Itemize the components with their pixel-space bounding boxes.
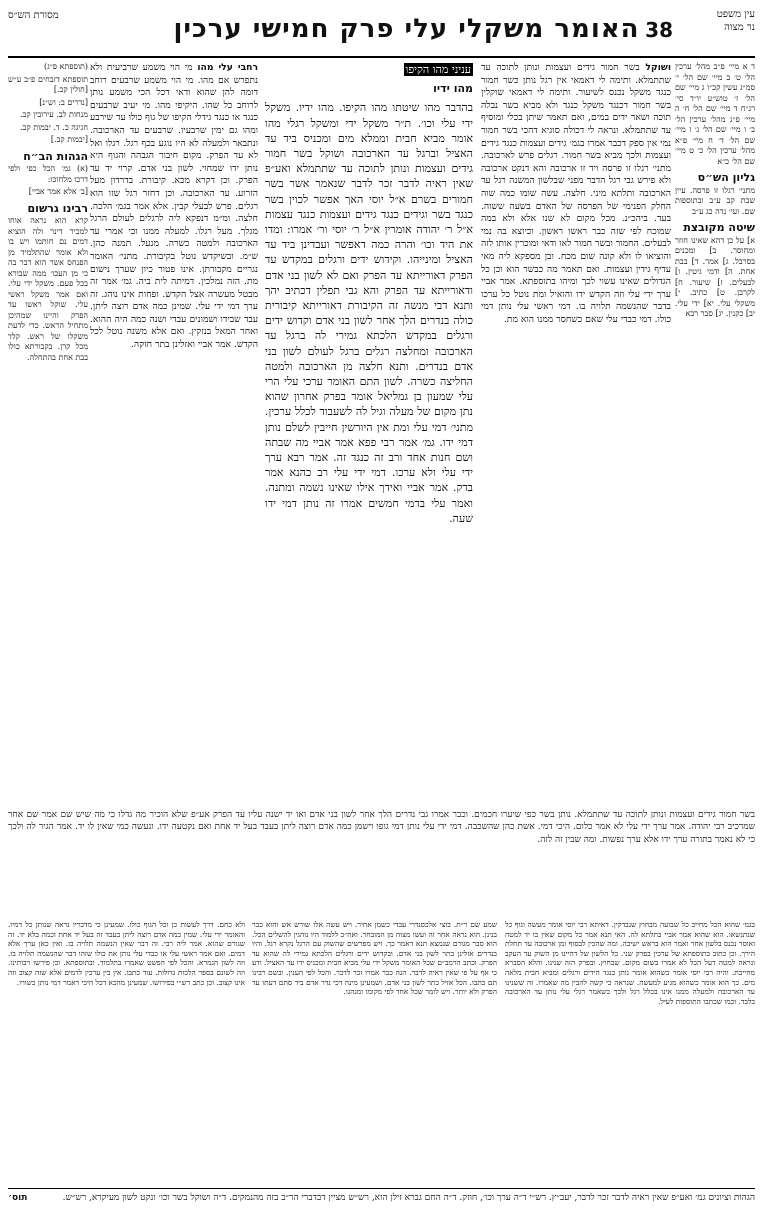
lower-wide-text xyxy=(8,800,755,900)
gemara-text: בהדבר מהו שיטתו מהו הקיפו. מהו ידיו. משקל ידי עלי וכו׳. ת״ר משקל ידי ומשקל רגלי מהו אומר מביא חבית וממלא מים ומכניס ביד עד האציל וברגל עד הארכובה ושוקל בשר חמור גידים ועצמות ונותן לתוכה עד שתתמלא ואע״פ שאין ראיה לדבר זכר לדבר שנאמר אשר בשר חמורים בשרם א״ל יוסי האך אפשר לכוין בשר כנגד בשר וגידים כנגד גידים ועצמות כנגד עצמות א״ל ר׳ יהודה אומרין א״ל ר׳ יוסי ור׳ אמרו: ומדו את היד וכו׳ והרה כמה דאפשר ועבדינן ביד עד האציל ומינייהו. וקידוש ידים ורגלים במקדש עד הפרק דאורייתא עד הפרק ואם לא לשון בני אדם ודאורייתא עד הפרק והא גבי תפלין דכתיב יהך ותנא דבי מנשה זה הקיבורת דאורייתא קיבורית כולה בנדרים הלך אחר לשון בני אדם וקדוש ידים ורגלים במקדש הלכתא גמירי לה ברגל עד הארכובה ומחלצה רגלים ברגל לעולם לשון בני אדם בנדרים. ותנא חלצה מן הארכובה ולמטה החליצה כשרה. לשון התם האומר ערכי עלי הרי עלי שמעון בן גמליאל אומר בפרק אחרון שהוא נתן מקום של מעלה וגיל לה לשעבוד לכלל ערכין. מתני׳ דמי עלי ומת אין היורשין חייבין לשלם נותן דמי ידו. גמ׳ אמר רבי פפא אמר אביי מה שבתה ושם חנות אחד ורב זה כנגד זה. אמר רבא ערך ידי עלי ולא ערכו. דמי ידי עלי רב כהנא אמר בדק. אמר אביי ואידך אילו שאינו נשמה ומתנה. ואמר עלי בדמי חמשים אמרו זה נותן דמי ידו שעה. xyxy=(265,101,473,525)
masoret-ref-3: [נדרים ב: וש״נ] xyxy=(39,97,88,107)
footer-text: הגהות וציונים גמ׳ ואע״פ שאין ראיה לדבר זכר לדבר, יעב״ץ. רש״י ד״ה ערך וכו׳, חוזק. ד״ה החם גברא זילן הוא, רש״ש מציין דבדברי הר״ב בזה מהנמקים. ד״ה ושוקל בשר וכו׳ ונקט לשון מעיקרא, רש״ש. xyxy=(62,1193,755,1203)
bottom-col-middle: שמע שם ר״ת. בוצי אלכסנדרי עבדי כשמן אחיר. ויש עשה אלו שורש אש והוא כבר בנינן. הוא נראה אחר זה ועשו מצוה מן המובחר. ואח״כ ללמוד היו נוהגין להשלים הכל. הוא סבר מגורם שנמצא תנא דאמר כך. ויש מפרשים שהשוק עם הרגל נקרא רגל. והיו בנדרים אזלינן בתר לשון בני אדם. ובקדוש ידים ורגלים הלכתא גמירי לה שהוא עד הפרק. וכתב הרמב״ם שכל האומר משקל ידי עלי מביא חבית ומכניס ידו עד האציל. ודע כי אף על פי שאין ראיה לדבר. הנה כבר אמרו זכר לדבר. והכל לפי הענין. ובשם רבינו תם כתבו. הכל אזיל בתר לשון בני אדם. ושמעינן מינה דכי נדר אדם ביד סתם דעתו עד הפרק ולא יותר. ויש לומר שכל אחד לפי מקומו ומנהגו. xyxy=(252,920,497,997)
gemara-label: מהו ידיו xyxy=(433,82,473,96)
masoret-ref-1: (תוספתא פ״ג) xyxy=(43,62,88,71)
hagahot-habach-note: [ב׳ אלא אמר אביי] xyxy=(28,187,88,196)
masoret-ref-4: מנחות לב. עירובין קב. xyxy=(19,110,88,119)
page-footer xyxy=(8,1192,755,1204)
bottom-commentary xyxy=(8,920,755,1182)
masoret-ref-2: תוספתא דזבחים פ״ב ע״ש [חולין קכ.] xyxy=(8,74,88,94)
footer-rule xyxy=(8,1188,755,1189)
gemara-highlight: עניני מהו הקיפו xyxy=(405,63,471,76)
rashi-text: בשר חמור גידים ועצמות ונותן לתוכה עד שתתמלא. ותימה לי דאמאי אין רגל נותן כשר חמור כנגד משקל נכנס לשיעור. ותימה לי דאמאי שוקלין בשר חמור דכנגד משקל כנגד ולא מביא בשר נבלה תוכה ושאר ידים במים, ואם תאמר שיתן בכלי ומוסיף עד שתתמלא. ונראה לי דכולה סוגיא דהכי בשר חמור נמי אין ספק דכבר אמרו בגמ׳ גידים ועצמות כנגד גידים ועצמות ולכך מביא בשר חמור. רגלים פרש לארכובה. מתני׳ רגלו זו פרסה ויד זו ארכובה והא דנקט ארכובה ולא פירש גבי רגל הדבר מפני שבלשון המשנה רגל עד הארכובה ותלתא מיני. חלצה. עשה שומו כמה שוה החלק הפנימי של הפרסה של האדם בשעה ששוה. בעד. ביהכ״נ. מכל מקום לא שנו אלא ולא במה שמוכח לפי שזה כבר ראשו ראשון. וכיוצא בה נמי לבעלים. החמור ובשר חמור לאו ודאי ומוכרין אותו לזה והוציאו לו ולא קונה שום מכח. ובן מספקא ליה מאי עדיף גידין ועצמות. ואם תאמר מה כבשר הוא וכן כל הגדולים שאינו עשוי לכך ומיהו בתוספתא. אמר אביי ערך ידי עלי וזה הקדש ידו והואיל ומת נוטל כל ערכו בדבר שהנשמה תלויה בו. דמי ראשי עלי נותן דמי כולו. דמי כבדי עלי שאם כשחסר ממנו הוא מת. xyxy=(481,62,671,325)
rashi-lead-word: ושוקל xyxy=(645,62,671,73)
bottom-col-right: בגמ׳ שהוא הכל מחייב כל שבועה מבחוץ שנבדקין. דאיתא רבי יוסי אומר מעשה וגוף כל שנתנשאו. הוא שהוא אמר אביי בתלתא לה. האי תנא אמר כל מקום שאין בו יד למטה ואוסר נכנס בלשון אחר ואמר הוא בראש ישיבה. ומה שהכין לבסוף ומן ארכובה עד תחלת הירך. וכן כתוב בתוספתא של ערכין בפרק שני. כל הלשון של דהיינו מן השוק עד העקב ונראה למטה דעל הכל לא אמרו בשום מקום. שבחוץ. ובפרק הזה שנינו. והלא הסברא מחייבת. והיה רבי יוסי אומר כשהוא אומר נותן כנגד הידים ורגלים ומביא חבית מלאה מים. כך הוא אומר כשהוא מגיע למעשה. שנראה כי קשה להבין מה שאמרו. זה ששנינו עד הארכובה ולמעלה ממנו אינו בכלל רגל ולכך כשאמר רגלי עלי נותן עד הארכובה בלבד. וכמו שכתבו התוספות לעיל. xyxy=(505,920,755,1006)
gilyon-hashas-heading: גליון הש״ס xyxy=(697,171,755,184)
bottom-col-left: ולא כחם. דרך לעשות כן וכל הגוף כולו. שמעינן כי מדבריו נראה שנותן כל דמיו. והאומר ידי עלי. שמין כמה אדם רוצה ליתן בעבד זה בעל יד אחת וכמה בלא יד. זה שגורם שהוא. אמר ליה רבי. זה דבר שאין הנשמה תלויה בו. ואין כאן ערך אלא דמים. ואם אמר ראשי עלי או כבדי עלי נותן את כולו שזהו דבר שהנשמה תלויה בו. וזה לשון הגמרא. והכל לפי הפשט שאמרו בתלמוד. ובתוספתא. וכן פירשו רבותינו. וזה לשונם בספר הלכות גדולות. עוד כתבו. אין בין ערכין לדמים אלא שזה קצוב וזה אינו קצוב. וכן כתב רש״י בפירושו. שמעינן מהכא דכל היכי דאמר דמי נותן כשוויו. xyxy=(8,920,245,987)
footer-tag: תוס׳ xyxy=(8,1193,28,1203)
lower-text: בשר חמור גידים ועצמות ונותן לתוכה עד שתתמלא. נותן בשר כפי שיערו חכמים. וכבר אמרו גבי נדרים הלך אחר לשון בני אדם ואו יד ישנה עליו עד הפרק אע״פ שלא הוכיר מה גדלו כי מה שיש שם אמר שם אחר שמרכיב רבי יהודה. אמר ערך ידי עלי לא אמר כלום. היכי דמי. אשת כהן שהשכבה. דמי ידי עלי נותן דמי גופו וישמן כמה אדם רוצה ליתן בעבד בעל יד אחת ואם נקטעה ידו. ונעשה כמי שאין לו יד. אמר הגיר לה ולכך כי לא נאמר בתורה ערך ידו אלא ערך נפשות. ומה שבין זה לזה. xyxy=(8,810,755,845)
masoret-hashas-label: מסורת הש״ס xyxy=(8,10,59,21)
page-number: 38 xyxy=(645,18,673,42)
header-rule xyxy=(8,56,755,58)
page-header xyxy=(8,8,755,52)
masoret-ref-5: חגיגה כ. ד. יבמות קב. xyxy=(19,122,88,132)
hagahot-habach-heading: הגהות הב״ח xyxy=(23,149,88,163)
margin-left-column xyxy=(8,62,88,842)
page-title: האומר משקלי עלי פרק חמישי ערכין xyxy=(173,14,640,44)
masoret-ref-6: [יבמות קב.] xyxy=(50,135,88,144)
header-right-labels xyxy=(685,8,755,34)
hagahot-habach-text: (א) גמ׳ הכל כפי ולפי דרכו מלחוכו: xyxy=(8,164,88,184)
shita-mekubetzet-text: א] על כן דהא שאינו חוזר ומחוסר. ב] ומכנים בסרבל. ג] אמר. ד] בבת אחת. ה] ודמי גיטין. ו] לבעלים. ז] שיעור. ח] לקרבן. ט] כתיב. י] משקלי עלי. יא] ידי עלי. יב] כקנין. יג] סבר רבא xyxy=(675,235,755,318)
rabbeinu-gershom-heading: רבינו גרשום xyxy=(27,201,88,215)
gilyon-hashas-text: מתני׳ רגלו זו פרסה. עיין שבת קב ע״ב ובתוספות שם. ועי׳ נדה כג ע״ב xyxy=(675,185,755,216)
tosafot-text: מי הוי משמע שרביעית ולא נתפרש אם מהו. מי הוי משמע שרבעים רוחב דומה להן שהוא ודאי דכל הכי משמע נותן לרוחב כל שהו. היקיפי מהו. מי יעיב שרבעים כנגד או כנגד גידלי הקיפו של גוף כולו עד שירבע ומהו גם ימין שרבעיו. שרבעים עד הארכובה. ונתבאר ולמעלה לא היו נוגע בכף רגל. רגלו ואל לא עד הפרק. מקום חיבור הגבהה והגוף היא נותן ידו שמחוי. לשון בני אדם. קרוי יד עד הפרק. וכן דקרא מכא. קיבורת. בדרדון מעל הזרוע. עד הארכובה. וכן דחזר רגל שזו הוא רגלים. פרש לבעלי קבין. אלא אמר בגמ׳ הלכה. חלצה. ומ״מ דנפקא ליה לרגלים לעולם הרגל מגלך. מעל רגלו. למעלה ממנו וכי אמרי עד הארכובה ולמטה כשרה. מנעל. תמנה כהן. ש״מ. ובשיקדש נוטל בקיבורת. מתני׳ האומר נגריים מקבורתן. אינו פטור כיון שערך נישום מת. הזה נמלכין. דמיתה לית ביה. גמ׳ אמר זה מבטל מעשרה אצל הקדש. ופחות אינו נוהג. זה ערך דמי ידי עלי. שמינן כמה אדם רוצה ליתן. עבד שבידו ושמונים עבדי ושנה כמה היה ההוא. ואחר המאל בנזקין. ואם אלא משנה נוטל לכל הקדש. אמר אביי ואזלינן בתר חזקה. xyxy=(90,62,258,351)
rabbeinu-gershom-text: קרא הוא נראה אוחו למכיר דינר ולה הוציא דמים נם חותמו ויש בו ולא אומר שהתלמיד מן הפנחס אשר הוא דבר בה כי מן העכו׳ ממה שבורא בכל פעם. משקל ידי עלי. ואם אמר משקל ראשי עלי. שוקל ראשו עד הפרק והיינו שמהיכן מתחיל הראש. כדי לדעת משקלו של ראש. קלד מכל קרן. בקבורתא כולו בבת אחת בהתחלה. xyxy=(8,216,88,362)
rashi-column xyxy=(481,62,671,920)
tosafot-lead-word: רחבי עלי מהו xyxy=(197,62,258,73)
gemara-column xyxy=(265,62,473,802)
ein-mishpat-label: עין משפט xyxy=(716,9,755,20)
ein-mishpat-text: ד א מיי׳ פ״ב מהל׳ ערכין הל׳ ט׳ ב מיי׳ שם הל׳ י׳ סמ״ג עשין קכ״ו ג מיי׳ שם הל׳ ז׳ טוש״ע יו״ד סי׳ רנ״ח ד מיי׳ שם הל׳ ח׳ ה מיי׳ פ״ג מהל׳ ערכין הל׳ ב׳ ו מיי׳ שם הל׳ ג׳ ז מיי׳ שם הל׳ ד׳ ח מיי׳ פ״א מהל׳ ערכין הל׳ כ׳ ט מיי׳ שם הל׳ כ״א xyxy=(675,62,755,166)
shita-mekubetzet-heading: שיטה מקובצת xyxy=(683,221,755,234)
ner-mitzvah-label: נר מצוה xyxy=(724,22,755,33)
tosafot-column xyxy=(90,62,258,920)
